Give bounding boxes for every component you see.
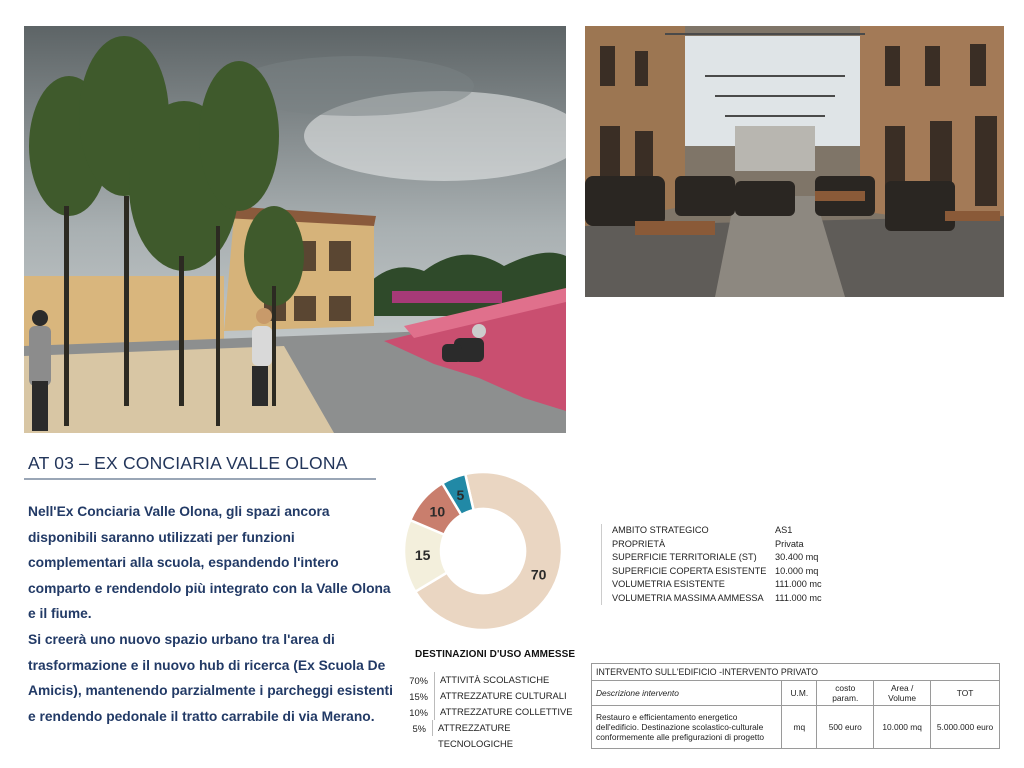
slice-value-label: 10 xyxy=(429,503,446,520)
info-value: AS1 xyxy=(775,525,793,535)
intervento-header: INTERVENTO SULL'EDIFICIO -INTERVENTO PRIVATO xyxy=(592,664,1000,681)
title-divider xyxy=(24,478,376,480)
slice-value-label: 70 xyxy=(530,566,547,583)
project-info-list xyxy=(601,524,822,605)
legend-label: ATTREZZATURE CULTURALI xyxy=(434,688,567,704)
info-row xyxy=(612,538,822,552)
destinazioni-title: DESTINAZIONI D'USO AMMESSE xyxy=(415,649,576,660)
column-header: Descrizione intervento xyxy=(592,681,782,706)
info-key: AMBITO STRATEGICO xyxy=(612,525,709,535)
legend-label: ATTREZZATURE TECNOLOGICHE xyxy=(432,720,578,736)
legend-pct: 70% xyxy=(409,674,428,686)
legend-pct: 5% xyxy=(412,722,426,734)
destinazioni-legend xyxy=(398,672,578,749)
info-key: VOLUMETRIA MASSIMA AMMESSA xyxy=(612,592,764,603)
cell-tot: 5.000.000 euro xyxy=(931,706,1000,749)
destinazioni-donut-chart xyxy=(400,468,566,634)
legend-item xyxy=(398,720,578,749)
description-text xyxy=(28,499,393,729)
column-header: TOT xyxy=(931,681,1000,706)
table-row xyxy=(592,706,1000,749)
cell-descrizione: Restauro e efficientamento energetico dell'edificio. Destinazione scolastico-culturale conformemente alle prefigurazioni di progetto xyxy=(592,706,782,749)
column-header: U.M. xyxy=(782,681,817,706)
info-key: SUPERFICIE TERRITORIALE (ST) xyxy=(612,552,757,562)
info-value: 111.000 mc xyxy=(775,592,822,603)
donut-svg xyxy=(400,468,566,634)
slice-value-label: 5 xyxy=(456,486,465,503)
legend-pct: 10% xyxy=(409,706,428,718)
page-title: AT 03 – EX CONCIARIA VALLE OLONA xyxy=(28,453,348,473)
info-key: PROPRIETÀ xyxy=(612,538,666,549)
info-value: 10.000 mq xyxy=(775,565,819,576)
info-value: 111.000 mc xyxy=(775,579,822,589)
info-key: SUPERFICIE COPERTA ESISTENTE xyxy=(612,565,767,576)
legend-label: ATTREZZATURE COLLETTIVE xyxy=(434,704,572,720)
description-paragraph: Si creerà uno nuovo spazio urbano tra l'area di trasformazione e il nuovo hub di ricerca (Ex Scuola De Amicis), mantenendo parzialmente i parcheggi esistenti e rendendo pedonale il tratto carrabile di via Merano. xyxy=(28,631,393,724)
cell-um: mq xyxy=(782,706,817,749)
covered-street-photo xyxy=(585,26,1004,297)
info-row xyxy=(612,551,822,565)
info-row xyxy=(612,565,822,579)
info-value: 30.400 mq xyxy=(775,552,819,562)
column-header: Area / Volume xyxy=(874,681,931,706)
info-row xyxy=(612,592,822,606)
slice-value-label: 15 xyxy=(414,547,431,564)
cell-area: 10.000 mq xyxy=(874,706,931,749)
intervento-table xyxy=(591,663,1000,749)
info-key: VOLUMETRIA ESISTENTE xyxy=(612,579,725,589)
legend-label: ATTIVITÀ SCOLASTICHE xyxy=(434,672,549,688)
info-row xyxy=(612,524,822,538)
description-paragraph: Nell'Ex Conciaria Valle Olona, gli spazi ancora disponibili saranno utilizzati per funzioni complementari alla scuola, espandendo l'intero comparto e rendendolo più integrato con la Valle Olona e il fiume. xyxy=(28,504,391,622)
info-row xyxy=(612,578,822,592)
cell-costo: 500 euro xyxy=(817,706,874,749)
intervento-header-row xyxy=(592,664,1000,681)
legend-pct: 15% xyxy=(409,690,428,702)
info-value: Privata xyxy=(775,538,804,549)
render-courtyard-image xyxy=(24,26,566,433)
legend-item xyxy=(398,688,578,704)
column-header: costo param. xyxy=(817,681,874,706)
intervento-columns-row xyxy=(592,681,1000,706)
legend-item xyxy=(398,704,578,720)
legend-item xyxy=(398,672,578,688)
